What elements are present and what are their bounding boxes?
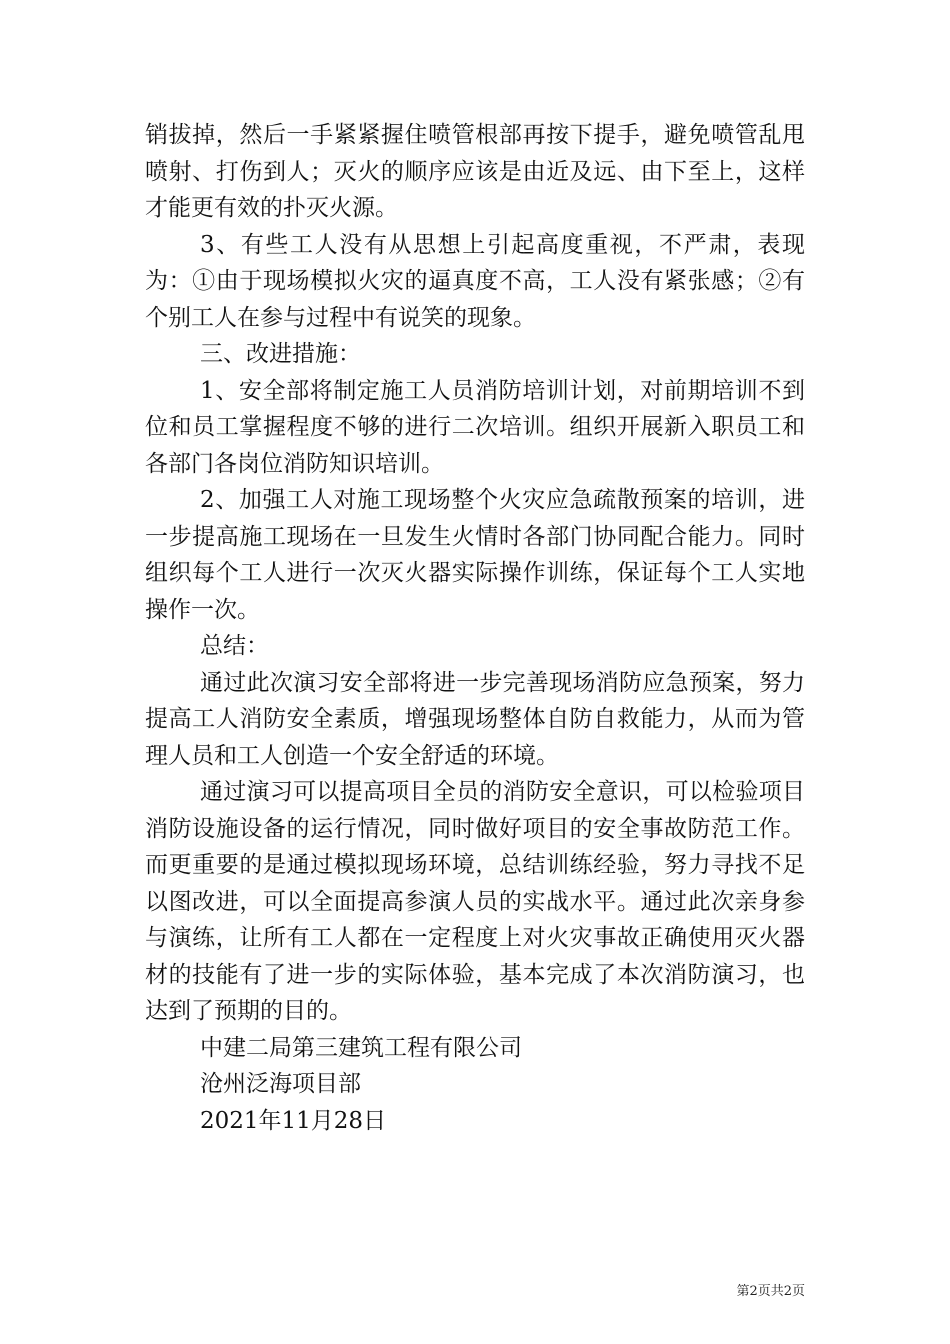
signature-company: 中建二局第三建筑工程有限公司 xyxy=(200,1034,522,1061)
paragraph-summary-1: 通过此次演习安全部将进一步完善现场消防应急预案，努力提高工人消防安全素质，增强现场整体自防自救能力，从而为管理人员和工人创造一个安全舒适的环境。 xyxy=(145,669,805,769)
signature-department: 沧州泛海项目部 xyxy=(200,1071,361,1097)
paragraph-continuation: 销拔掉，然后一手紧紧握住喷管根部再按下提手，避免喷管乱甩喷射、打伤到人；灭火的顺序应该是由近及远、由下至上，这样才能更有效的扑灭火源。 xyxy=(145,122,805,221)
signature-date: 2021年11月28日 xyxy=(200,1107,387,1134)
document-body xyxy=(145,117,805,1139)
paragraph-measure-1: 1、安全部将制定施工人员消防培训计划，对前期培训不到位和员工掌握程度不够的进行二次培训。组织开展新入职员工和各部门各岗位消防知识培训。 xyxy=(145,377,805,477)
section-heading-improvements: 三、改进措施： xyxy=(200,341,361,367)
paragraph-item-3: 3、有些工人没有从思想上引起高度重视，不严肃，表现为：①由于现场模拟火灾的逼真度不高，工人没有紧张感；②有个别工人在参与过程中有说笑的现象。 xyxy=(145,231,805,331)
section-heading-summary: 总结： xyxy=(200,633,269,659)
page-number-footer: 第2页共2页 xyxy=(736,1284,805,1299)
paragraph-summary-2: 通过演习可以提高项目全员的消防安全意识，可以检验项目消防设施设备的运行情况，同时做好项目的安全事故防范工作。而更重要的是通过模拟现场环境，总结训练经验，努力寻找不足以图改进，可以全面提高参演人员的实战水平。通过此次亲身参与演练，让所有工人都在一定程度上对火灾事故正确使用灭火器材的技能有了进一步的实际体验，基本完成了本次消防演习，也达到了预期的目的。 xyxy=(145,779,805,1024)
paragraph-measure-2: 2、加强工人对施工现场整个火灾应急疏散预案的培训，进一步提高施工现场在一旦发生火情时各部门协同配合能力。同时组织每个工人进行一次灭火器实际操作训练，保证每个工人实地操作一次。 xyxy=(145,487,805,623)
